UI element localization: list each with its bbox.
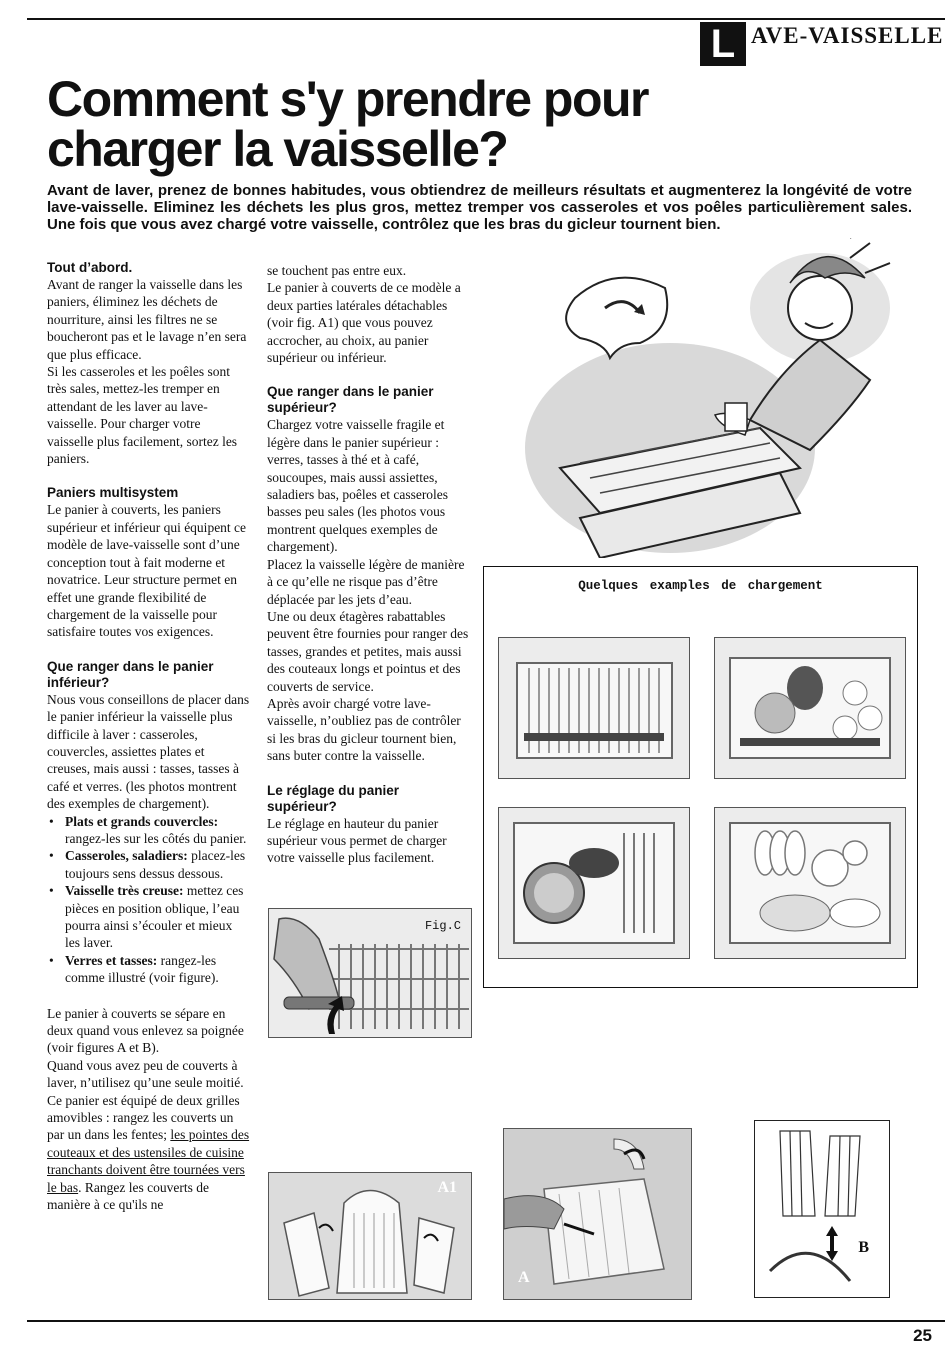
heading-paniers-multisystem: Paniers multisystem — [47, 485, 179, 501]
section-header — [700, 22, 943, 66]
section-letter: L — [700, 22, 746, 66]
top-rule — [27, 18, 945, 20]
warning-underlined: les pointes des couteaux et des ustensiles de cuisine tranchants doivent être tournées vers le bas — [47, 1127, 250, 1195]
paragraph: Le panier à couverts, les paniers supérieur et inférieur qui équipent ce modèle de lave-vaisselle sont d’une conception tout à fait moderne et novatrice. Leur structure permet en effet une grande flexibilité de chargement de la vaisselle pour satisfaire toutes vos exigences. — [47, 502, 247, 640]
paragraph: Si les casseroles et les poêles sont très sales, mettez-les tremper en attendant de les laver au lave-vaisselle. Pour charger votre vaisselle plus facilement, sortez les paniers. — [47, 364, 238, 467]
loading-list — [47, 813, 250, 987]
paragraph: Quand vous avez peu de couverts à laver, n’utilisez qu’une seule moitié. — [47, 1057, 244, 1091]
paragraph: Le réglage en hauteur du panier supérieur vous permet de charger votre vaisselle plus facilement. — [267, 815, 447, 866]
paragraph: Après avoir chargé votre lave-vaisselle, n’oubliez pas de contrôler si les bras du gicleur tournent bien, sans buter contre la vaisselle. — [267, 695, 461, 764]
heading-reglage: Le réglage du panier supérieur? — [267, 782, 400, 814]
upper-basket-plates-photo — [714, 807, 906, 959]
paragraph: Une ou deux étagères rabattables peuvent être fournies pour ranger des tasses, grandes et petites, mais aussi des couteaux longs et pointus et des couverts de service. — [267, 608, 469, 694]
paragraph: se touchent pas entre eux. — [267, 263, 407, 278]
list-item: • Casseroles, saladiers: placez-les toujours sens dessus dessous. — [65, 847, 250, 882]
paragraph: Le panier à couverts se sépare en deux quand vous enlevez sa poignée (voir figures A et B). — [47, 1005, 244, 1056]
text-column-2 — [267, 262, 470, 867]
cutlery-basket-a-photo — [503, 1128, 692, 1300]
loading-examples-box — [483, 566, 918, 988]
section-name: AVE-VAISSELLE — [751, 23, 944, 48]
heading-panier-superieur: Que ranger dans le panier supérieur? — [267, 384, 434, 416]
fig-a1-label: A1 — [437, 1179, 457, 1196]
paragraph: Ce panier est équipé de deux grilles amovibles : rangez les couverts un par un dans les fentes; les pointes des couteaux et des ustensiles de cuisine tranchants doivent être tournées vers le bas. Rangez les couverts de manière à ce qu'ils ne — [47, 1092, 250, 1213]
paragraph: Le panier à couverts de ce modèle a deux parties latérales détachables (voir fig. A1) que vous pouvez accrocher, au choix, au panier supérieur ou inférieur. — [267, 280, 461, 366]
paragraph: Placez la vaisselle légère de manière à ce qu’elle ne risque pas d’être déplacée par les jets d’eau. — [267, 556, 465, 607]
cutlery-basket-a1-photo — [268, 1172, 472, 1300]
fig-b-label: B — [858, 1239, 869, 1256]
lower-basket-pans-photo — [498, 807, 690, 959]
paragraph: Nous vous conseillons de placer dans le panier inférieur la vaisselle plus difficile à laver : casseroles, couvercles, assiettes plates et creuses, mais aussi : tasses, tasses à café et verres. (les photos montrent des exemples de chargement). — [47, 691, 250, 812]
paragraph: Avant de ranger la vaisselle dans les paniers, éliminez les déchets de nourriture, ainsi les filtres ne se boucheront pas et le lavage n’en sera que plus efficace. — [47, 277, 247, 362]
cutlery-basket-b-drawing — [754, 1120, 890, 1298]
bottom-rule — [27, 1320, 945, 1322]
woman-loading-dishwasher-illustration — [520, 238, 950, 558]
fig-c-label: Fig.C — [424, 919, 461, 933]
page-title: Comment s'y prendre pour charger la vaisselle? — [47, 71, 648, 177]
paragraph: Chargez votre vaisselle fragile et légère dans le panier supérieur : verres, tasses à thé et à café, soucoupes, mais aussi assiettes, saladiers bas, poêles et casseroles basses peu sales (les photos vous montrent quelques exemples de chargement). — [267, 417, 449, 555]
list-item: • Verres et tasses: rangez-les comme illustré (voir figure). — [65, 952, 250, 987]
lower-basket-plates-photo — [498, 637, 690, 779]
page-number: 25 — [913, 1326, 932, 1345]
list-item: • Vaisselle très creuse: mettez ces pièces en position oblique, l’eau pourra ainsi s’écouler et mieux les laver. — [65, 882, 250, 952]
heading-tout-abord: Tout d’abord. — [47, 260, 133, 275]
basket-height-adjust-photo — [268, 908, 472, 1038]
list-item: • Plats et grands couvercles: rangez-les sur les côtés du panier. — [65, 813, 250, 848]
heading-panier-inferieur: Que ranger dans le panier inférieur? — [47, 658, 214, 690]
examples-title: Quelques examples de chargement — [578, 579, 823, 593]
fig-a-label: A — [518, 1269, 530, 1286]
upper-basket-cups-photo — [714, 637, 906, 779]
intro-paragraph: Avant de laver, prenez de bonnes habitudes, vous obtiendrez de meilleurs résultats et augmenterez la longévité de votre lave-vaisselle. Eliminez les déchets les plus gros, mettez tremper vos casseroles et vos poêles particulièrement sales. Une fois que vous avez chargé votre vaisselle, contrôlez que les bras du gicleur tournent bien. — [47, 182, 912, 233]
text-column-1 — [47, 260, 250, 1214]
